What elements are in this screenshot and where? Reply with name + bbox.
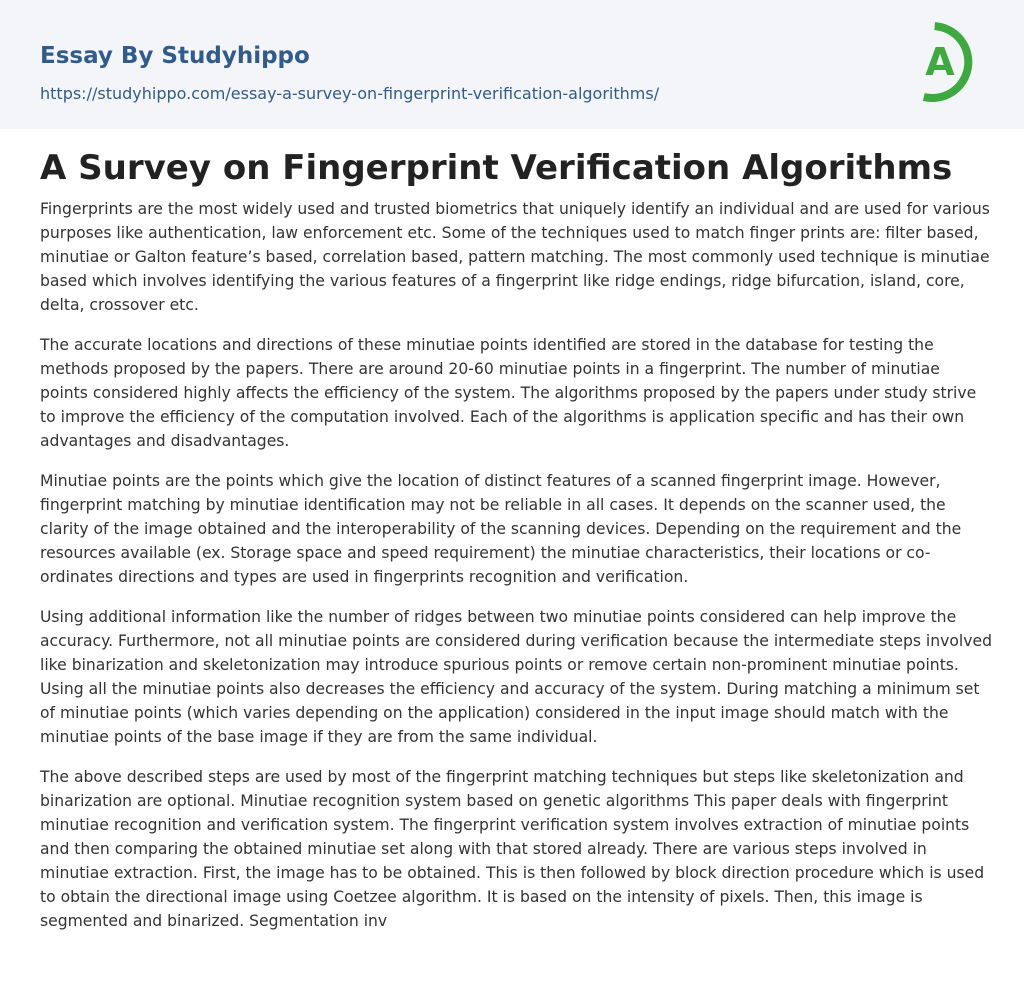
article-paragraph-4: Using additional information like the number of ridges between two minutiae points considered can help improve the accuracy. Furthermore, not all minutiae points are considered during verification because the intermediate steps involved like binarization and skeletonization may introduce spurious points or remove certain non-prominent minutiae points. Using all the minutiae points also decreases the efficiency and accuracy of the system. During matching a minimum set of minutiae points (which varies depending on the application) considered in the input image should match with the minutiae points of the base image if they are from the same individual.	[40, 608, 992, 746]
logo-letter: A	[925, 40, 955, 84]
studyhippo-a-logo-icon[interactable]	[910, 18, 988, 106]
article-paragraph-2: The accurate locations and directions of these minutiae points identified are stored in the database for testing the methods proposed by the papers. There are around 20-60 minutiae points in a fingerprint. The number of minutiae points considered highly affects the efficiency of the system. The algorithms proposed by the papers under study strive to improve the efficiency of the computation involved. Each of the algorithms is application specific and has their own advantages and disadvantages.	[40, 336, 977, 450]
article-paragraph-3: Minutiae points are the points which give the location of distinct features of a scanned fingerprint image. However, fingerprint matching by minutiae identification may not be reliable in all cases. It depends on the scanner used, the clarity of the image obtained and the interoperability of the scanning devices. Depending on the requirement and the resources available (ex. Storage space and speed requirement) the minutiae characteristics, their locations or co-ordinates directions and types are used in fingerprints recognition and verification.	[40, 472, 962, 586]
site-name[interactable]: Essay By Studyhippo	[40, 43, 310, 69]
article-paragraph-1: Fingerprints are the most widely used and trusted biometrics that uniquely identify an individual and are used for various purposes like authentication, law enforcement etc. Some of the techniques used to match finger prints are: filter based, minutiae or Galton feature’s based, correlation based, pattern matching. The most commonly used technique is minutiae based which involves identifying the various features of a fingerprint like ridge endings, ridge bifurcation, island, core, delta, crossover etc.	[40, 200, 990, 314]
article	[40, 146, 992, 949]
article-paragraph-5: The above described steps are used by most of the fingerprint matching techniques but steps like skeletonization and binarization are optional. Minutiae recognition system based on genetic algorithms This paper deals with fingerprint minutiae recognition and verification system. The fingerprint verification system involves extraction of minutiae points and then comparing the obtained minutiae set along with that stored already. There are various steps involved in minutiae extraction. First, the image has to be obtained. This is then followed by block direction procedure which is used to obtain the directional image using Coetzee algorithm. It is based on the intensity of pixels. Then, this image is segmented and binarized. Segmentation inv	[40, 768, 985, 930]
site-header	[0, 0, 1024, 129]
article-title: A Survey on Fingerprint Verification Algorithms	[40, 148, 953, 188]
essay-url-link[interactable]: https://studyhippo.com/essay-a-survey-on-fingerprint-verification-algorithms/	[40, 84, 660, 103]
